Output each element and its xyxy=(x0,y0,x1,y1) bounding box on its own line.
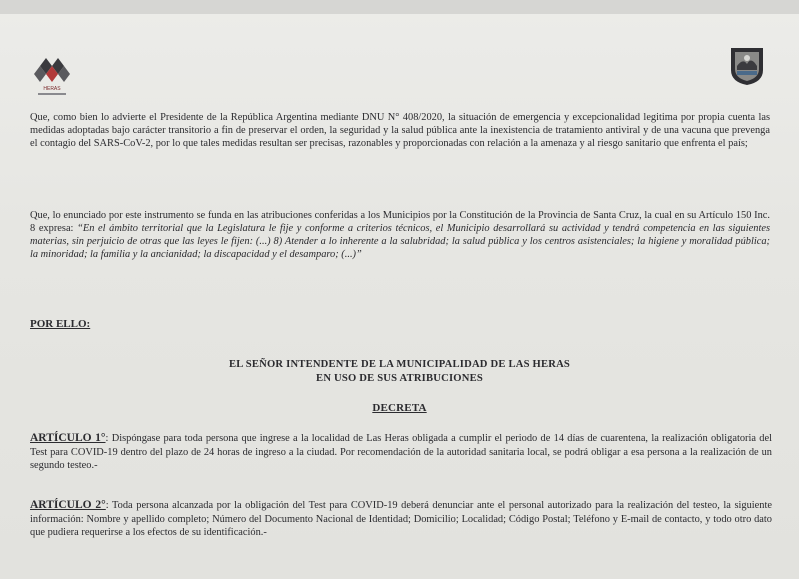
svg-text:HERAS: HERAS xyxy=(43,86,61,92)
decreta-heading: DECRETA xyxy=(372,402,427,414)
municipal-logo-icon xyxy=(32,52,72,100)
photo-edge xyxy=(0,0,799,14)
constitution-quote: “En el ámbito territorial que la Legislatura le fije y conforme a criterios técnicos, el Municipio desarrollará su actividad y tendrá competencia en las siguientes materias, sin perjuicio de otras que las leyes le fijen: (...) 8) Atender a lo inherente a la salubridad; la salud pública y los centros asistenciales; la higiene y moralidad pública; la minoridad; la familia y la ancianidad; la discapacidad y el desamparo; (...)” xyxy=(30,223,770,260)
considerando-paragraph-2 xyxy=(30,209,770,261)
authority-heading-line-1: EL SEÑOR INTENDENTE DE LA MUNICIPALIDAD DE LAS HERAS xyxy=(228,359,571,370)
article-1-label: ARTÍCULO 1° xyxy=(30,432,106,444)
considerando-paragraph-1: Que, como bien lo advierte el Presidente de la República Argentina mediante DNU N° 408/2020, la situación de emergencia y excepcionalidad legitima por propia cuenta las medidas adoptadas bajo carácter transitorio a fin de preservar el orden, la seguridad y la salud pública ante la inexistencia de tratamiento antiviral y de una vacuna que prevenga el contagio del SARS-CoV-2, por lo que tales medidas resultan ser precisas, razonables y proporcionadas con relación a la amenaza y al riesgo sanitario que enfrenta el país; xyxy=(30,112,770,149)
article-1 xyxy=(30,432,772,473)
municipal-seal-icon xyxy=(727,44,767,86)
article-2-text: : Toda persona alcanzada por la obligación del Test para COVID-19 deberá denunciar ante el personal autorizado para la realización del testeo, la siguiente información: Nombre y apellido completo; Número del Documento Nacional de Identidad; Domicilio; Localidad; Código Postal; Teléfono y E-mail de contacto, y todo otro dato que pudiera requerirse a los efectos de su identificación.- xyxy=(30,500,772,538)
por-ello-heading: POR ELLO: xyxy=(30,318,91,330)
authority-heading-line-2: EN USO DE SUS ATRIBUCIONES xyxy=(316,373,483,384)
paragraph-2-intro: Que, lo enunciado por este instrumento se funda en las atribuciones conferidas a los Municipios por la Constitución de la Provincia de Santa Cruz, la cual en su Artículo 150 Inc. 8 expresa: xyxy=(30,210,770,234)
article-2-label: ARTÍCULO 2° xyxy=(30,499,106,511)
article-1-text: : Dispóngase para toda persona que ingrese a la localidad de Las Heras obligada a cumplir el periodo de 14 días de cuarentena, la realización obligatoria del Test para COVID-19 dentro del plazo de 24 horas de ingreso a la ciudad. Por recomendación de la autoridad sanitaria local, se podrá obligar a esa persona a la realización de un segundo testeo.- xyxy=(30,433,772,471)
article-2 xyxy=(30,499,772,540)
